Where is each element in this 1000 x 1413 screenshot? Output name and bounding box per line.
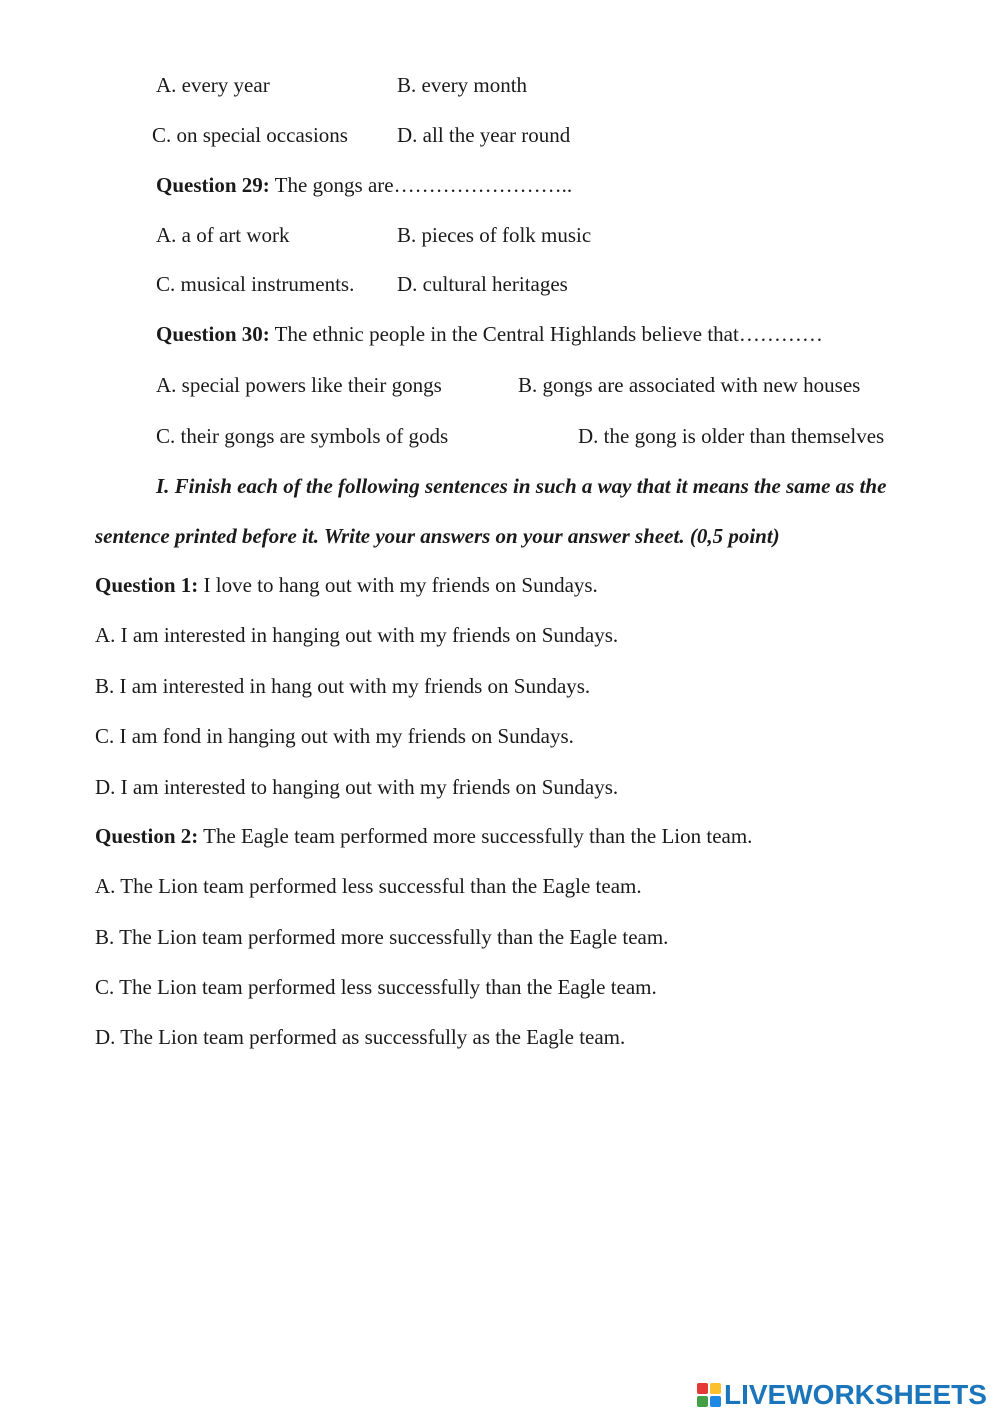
q30-stem: The ethnic people in the Central Highlands believe that…………	[269, 322, 823, 346]
q2-option-d: D. The Lion team performed as successfully as the Eagle team.	[95, 1025, 626, 1049]
q2-stem-line	[95, 823, 752, 849]
q30-label: Question 30:	[156, 322, 270, 346]
logo-mark-icon	[697, 1383, 721, 1407]
liveworksheets-logo	[697, 1378, 987, 1412]
q1-stem: I love to hang out with my friends on Sundays.	[198, 573, 598, 597]
q28-option-c: C. on special occasions	[152, 123, 348, 147]
q30-option-a: A. special powers like their gongs	[156, 373, 442, 397]
logo-square-3	[697, 1396, 708, 1407]
q30-option-b: B. gongs are associated with new houses	[518, 373, 861, 397]
logo-text: LIVEWORKSHEETS	[724, 1379, 987, 1410]
q1-option-c: C. I am fond in hanging out with my friends on Sundays.	[95, 724, 574, 748]
q1-stem-line	[95, 572, 598, 598]
q29-label: Question 29:	[156, 173, 270, 197]
q30-stem-line	[156, 321, 823, 347]
logo-square-4	[710, 1396, 721, 1407]
section-heading-line1: I. Finish each of the following sentences in such a way that it means the same as the	[156, 474, 887, 498]
q2-option-a: A. The Lion team performed less successful than the Eagle team.	[95, 874, 642, 898]
q2-label: Question 2:	[95, 824, 199, 848]
q29-stem: The gongs are……………………..	[269, 173, 573, 197]
logo-square-2	[710, 1383, 721, 1394]
q30-option-c: C. their gongs are symbols of gods	[156, 424, 449, 448]
q1-label: Question 1:	[95, 573, 199, 597]
section-heading-line2: sentence printed before it. Write your answers on your answer sheet. (0,5 point)	[95, 524, 780, 548]
q29-option-c: C. musical instruments.	[156, 272, 355, 296]
q28-option-a: A. every year	[156, 73, 270, 97]
q28-option-d: D. all the year round	[397, 123, 571, 147]
q29-stem-line	[156, 172, 572, 198]
q1-option-b: B. I am interested in hang out with my friends on Sundays.	[95, 674, 591, 698]
q1-option-a: A. I am interested in hanging out with my friends on Sundays.	[95, 623, 619, 647]
logo-square-1	[697, 1383, 708, 1394]
q2-option-b: B. The Lion team performed more successfully than the Eagle team.	[95, 925, 669, 949]
q30-option-d: D. the gong is older than themselves	[578, 424, 885, 448]
q2-stem: The Eagle team performed more successfully than the Lion team.	[198, 824, 753, 848]
q29-option-b: B. pieces of folk music	[397, 223, 592, 247]
q2-option-c: C. The Lion team performed less successfully than the Eagle team.	[95, 975, 657, 999]
q29-option-d: D. cultural heritages	[397, 272, 568, 296]
q1-option-d: D. I am interested to hanging out with my friends on Sundays.	[95, 775, 619, 799]
q28-option-b: B. every month	[397, 73, 528, 97]
q29-option-a: A. a of art work	[156, 223, 290, 247]
